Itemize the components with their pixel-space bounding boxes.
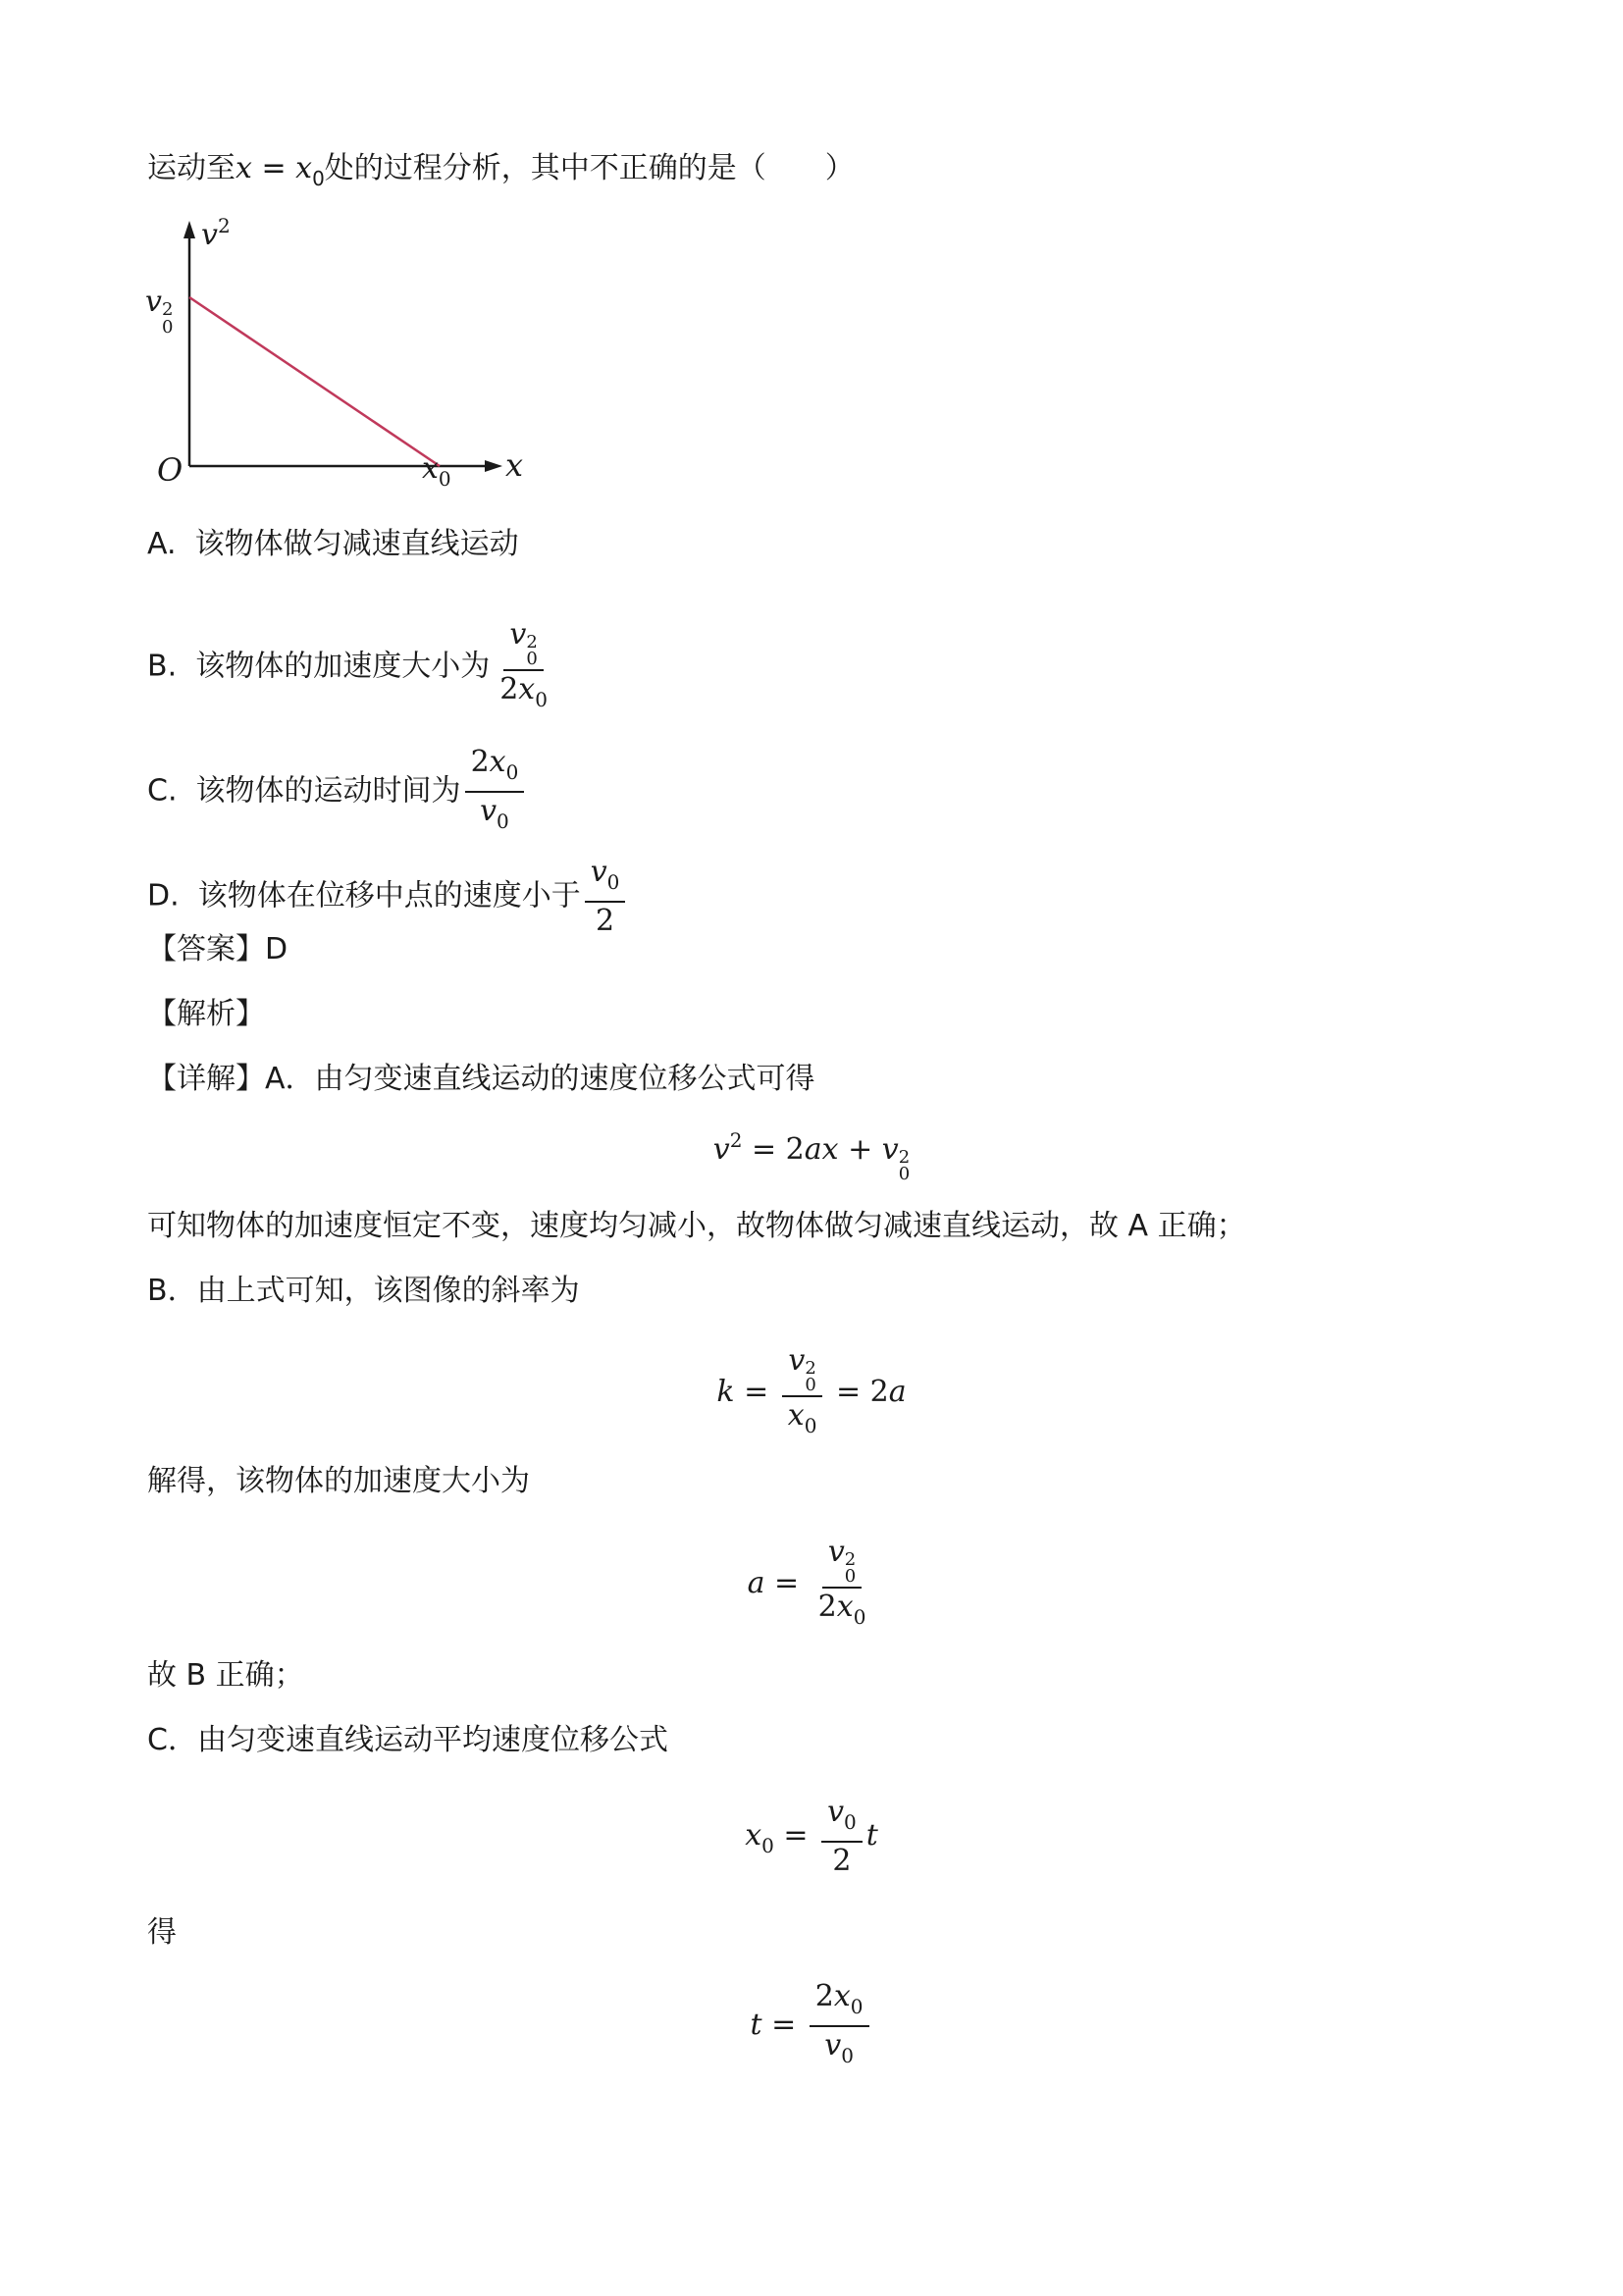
detail-b-conclusion: 故 B 正确； xyxy=(147,1658,304,1693)
option-b-text: 该物体的加速度大小为 xyxy=(195,649,491,684)
question-eq-sign: = xyxy=(251,151,296,185)
analysis-tag: 【解析】 xyxy=(147,997,265,1031)
option-d-text: 该物体在位移中点的速度小于 xyxy=(197,878,581,913)
option-b xyxy=(147,618,557,716)
detail-solve: 解得，该物体的加速度大小为 xyxy=(147,1464,530,1498)
detail-c-intro: C．由匀变速直线运动平均速度位移公式 xyxy=(147,1723,668,1757)
x-axis-label: x xyxy=(505,446,524,484)
option-c-letter: C. xyxy=(147,773,178,809)
option-c-fraction: $\frac{2x_0}{v_0}$ xyxy=(465,746,525,838)
v2-x-graph xyxy=(137,211,550,505)
detail-b-intro: B．由上式可知，该图像的斜率为 xyxy=(147,1274,580,1308)
equation-1: $v^2 = 2ax + v$ 2 0 xyxy=(712,1128,911,1184)
question-prefix: 运动至 xyxy=(147,151,236,185)
answer-tag: 【答案】 xyxy=(147,932,265,966)
detail-tag: 【详解】 xyxy=(147,1062,265,1096)
option-a-text: 该物体做匀减速直线运动 xyxy=(194,527,519,561)
equation-5: t = $\frac{2x_0}{v_0}$ xyxy=(0,1980,1623,2072)
question-eq-val: x xyxy=(295,151,313,185)
origin-label: O xyxy=(157,451,183,489)
answer-line xyxy=(147,930,288,969)
detail-a-conclusion: 可知物体的加速度恒定不变，速度均匀减小，故物体做匀减速直线运动，故 A 正确； xyxy=(147,1209,1246,1243)
detail-a-intro: 【详解】A．由匀变速直线运动的速度位移公式可得 xyxy=(147,1062,815,1096)
y-axis-arrow xyxy=(183,221,195,238)
equation-3: a = v 2 0 $2x_0$ xyxy=(747,1535,866,1629)
question-eq-var: x xyxy=(236,151,252,185)
option-c-text: 该物体的运动时间为 xyxy=(195,773,461,809)
option-a xyxy=(147,525,519,564)
answer-value: D xyxy=(265,932,288,966)
detail-de: 得 xyxy=(147,1915,177,1950)
option-d xyxy=(147,856,629,938)
question-eq-val-sub: 0 xyxy=(312,167,325,190)
x-tick-label: $x_0$ xyxy=(422,451,451,491)
v2-line xyxy=(189,297,440,466)
option-a-letter: A. xyxy=(147,527,177,561)
y-axis-label: $v^2$ xyxy=(201,214,231,252)
x-axis-arrow xyxy=(485,460,502,472)
option-d-letter: D. xyxy=(147,878,180,913)
option-c xyxy=(147,746,528,838)
question-line xyxy=(147,149,855,198)
equation-2: k = v 2 0 $x_0$ = 2a xyxy=(716,1343,907,1437)
equation-4: $x_0$ = $\frac{v_0}{2}$ t xyxy=(745,1795,878,1878)
option-b-fraction: v 2 0 $2x_0$ xyxy=(499,617,548,711)
question-suffix: 处的过程分析，其中不正确的是（ ） xyxy=(324,151,855,185)
option-b-letter: B. xyxy=(147,649,178,684)
y-tick-label: v 2 0 xyxy=(145,285,174,338)
option-d-fraction: $\frac{v_0}{2}$ xyxy=(585,856,626,938)
